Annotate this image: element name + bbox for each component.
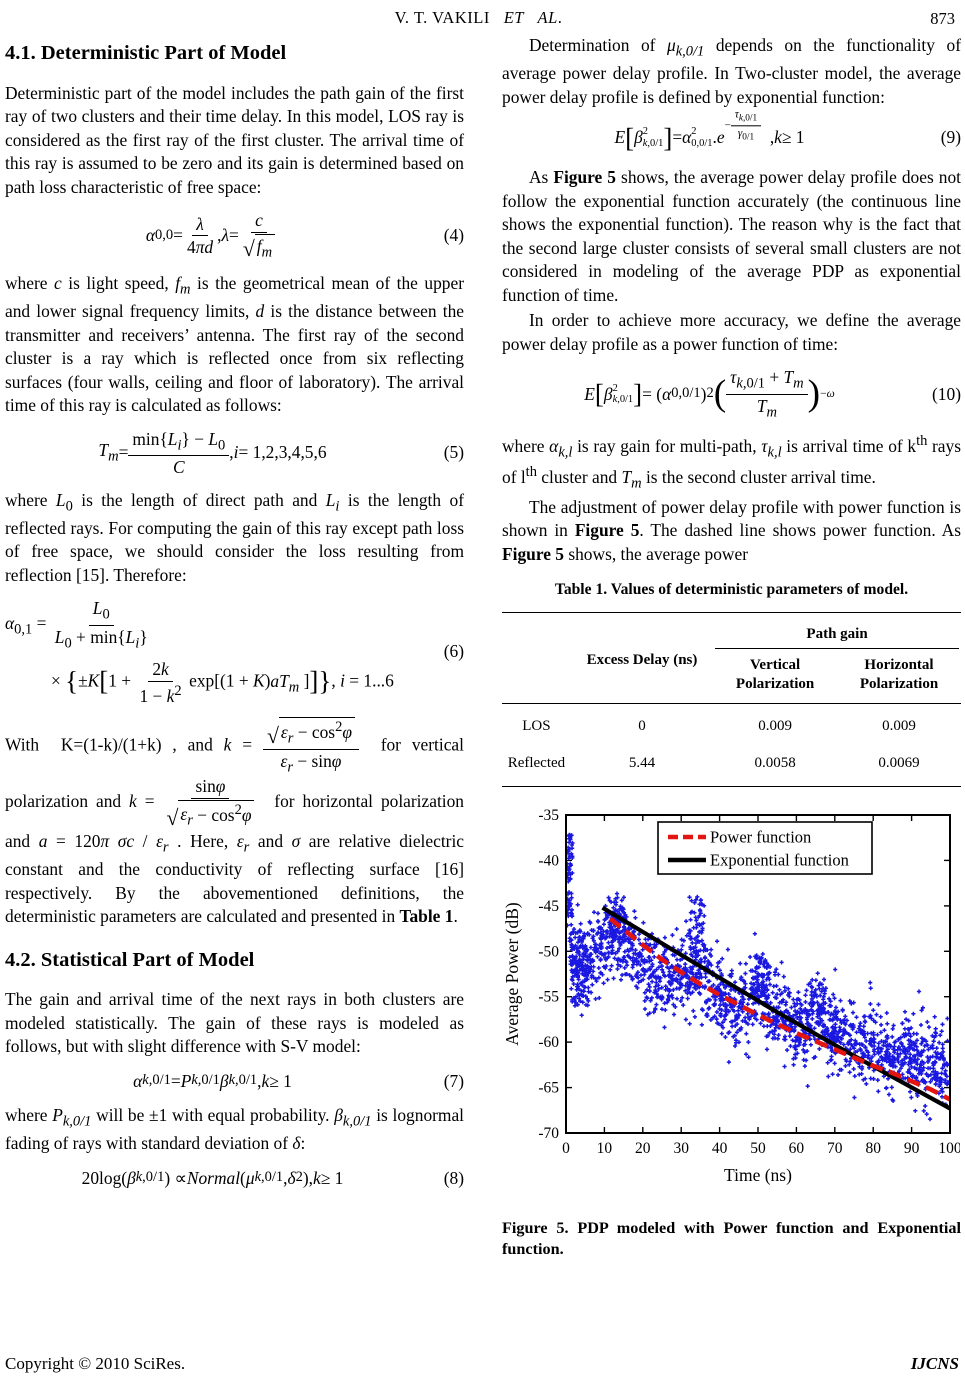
section-4-1-title: 4.1. Deterministic Part of Model <box>5 42 287 64</box>
table-bottom-rule <box>502 786 961 787</box>
paragraph: where $\alpha_{k,l}$ is ray gain for multi-path, $\tau_{k,l}$ is arrival time of $k^{th}$ rays of $l^{th}$ cluster and $T_m$ is the second cluster arrival time. <box>502 433 961 492</box>
paragraph: With K=(1-k)/(1+k) , and k = √ $\varepsilon_r - \cos^2\varphi$ $\varepsilon_r - \sin\varphi$ for vertical polarization and k = sinφ √ $\varepsilon_r - \cos^2\varphi$ for horizontal polarization and a = 120π σc / $\varepsilon_r$ . Here, $\varepsilon_r$ and σ are relative dielectric constant and the conductivity of reflecting surface [16] respectively. By the abovementioned definitions, the deterministic parameters are calculated and presented in Table 1. <box>5 719 464 927</box>
equation-9 <box>502 108 961 155</box>
equation-7 <box>5 1070 464 1093</box>
equation-9-number: (9) <box>940 126 961 147</box>
right-column <box>502 34 961 1260</box>
y-tick-label: -45 <box>538 898 559 916</box>
page-header <box>0 8 957 30</box>
x-tick-label: 30 <box>673 1140 689 1158</box>
figure-5 <box>502 803 961 1260</box>
equation-5 <box>5 429 464 478</box>
copyright-notice: Copyright © 2010 SciRes. <box>5 1354 186 1373</box>
paragraph: Determination of $\mu_{k,0/1}$ depends on the functionality of average power delay profile. In Two-cluster model, the average power delay profile is defined by exponential function: <box>502 35 961 107</box>
y-axis-label: Average Power (dB) <box>502 902 522 1046</box>
equation-6-body <box>5 598 420 706</box>
paragraph: The gain and arrival time of the next rays in both clusters are modeled statistically. The gain of these rays is modeled as follows, but with slight difference with S-V model: <box>5 989 464 1057</box>
chart-legend <box>658 822 872 874</box>
equation-4 <box>5 210 464 261</box>
paragraph: As Figure 5 shows, the average power delay profile does not follow the exponential function accurately (the continuous line shows the exponential function). The reason why is the fact that the second large cluster consists of several small clusters are not considered in modeling of the average PDP as exponential function of time. <box>502 167 961 305</box>
x-tick-label: 20 <box>635 1140 651 1158</box>
legend-label: Exponential function <box>710 850 849 870</box>
equation-8 <box>5 1167 464 1190</box>
y-tick-label: -40 <box>538 852 559 870</box>
equation-8-body: 20log( β k,0/1 ) ∝ Normal ( μ k,0/1 , δ 2 ), k ≥ 1 <box>81 1167 344 1188</box>
equation-6 <box>5 598 464 706</box>
figure5-caption: Figure 5. PDP modeled with Power function and Exponential function. <box>502 1218 961 1258</box>
table-cell: LOS <box>522 717 551 734</box>
paragraph: where c is light speed, $f_m$ is the geometrical mean of the upper and lower signal frequency limits, d is the distance between the transmitter and receivers’ antenna. The first ray of the second cluster is a ray which is reflected once from six reflecting surfaces (four walls, ceiling and floor of laboratory). The arrival time of this ray is calculated as follows: <box>5 273 464 416</box>
equation-9-body: E [ β 2 k,0/1 ] = α 2 0,0/1 . e − $\frac{\tau_{k,0/1}}{\gamma_{0/1}}$ , k ≥ 1 <box>614 108 805 153</box>
equation-5-body: $T_m$ = $\frac{\min\{L_i\} - L_0}{C}$ , i = 1,2,3,4,5,6 <box>98 428 327 478</box>
y-tick-label: -60 <box>538 1034 559 1052</box>
table-cell: 0.0058 <box>754 754 796 771</box>
table-cell: 0.0069 <box>878 754 920 771</box>
equation-4-body: α 0,0 = $\frac{\lambda}{4\pi d}$ , λ = c √ $f_m$ <box>5 210 420 261</box>
equation-6-line2: × {±K[1 + $\frac{2k}{1 - k^2}$ $\exp[(1 + K)aT_m$ ]]}, i = 1...6 <box>51 659 394 706</box>
equation-10-body: E [ β 2 k,0/1 ] = ( α 0,0/1 ) 2 ( $\frac{\tau_{k,0/1} + T_m}{T_m}$ ) −ω <box>584 367 835 421</box>
y-tick-label: -70 <box>538 1125 559 1143</box>
x-tick-label: 90 <box>903 1140 920 1158</box>
section-4-2-title: 4.2. Statistical Part of Model <box>5 948 255 971</box>
pdp-chart-svg <box>502 803 960 1201</box>
equation-6-number: (6) <box>443 641 464 662</box>
y-tick-label: -65 <box>538 1079 559 1097</box>
table-cell: 5.44 <box>628 754 656 771</box>
table-cell: 0 <box>638 717 646 734</box>
table-cell: Reflected <box>507 754 566 771</box>
table-cell: 0.009 <box>882 717 916 734</box>
left-column <box>5 34 464 1201</box>
column-header-horizontal-polarization: Horizontal Polarization <box>859 657 939 692</box>
equation-10 <box>502 367 961 421</box>
journal-name: IJCNS <box>910 1354 959 1373</box>
x-tick-label: 10 <box>596 1140 613 1158</box>
y-tick-label: -50 <box>538 943 559 961</box>
equation-6-line1: $\alpha_{0,1}$ = $\frac{L_0}{L_0 + \min\{L_i\}}$ <box>5 598 148 652</box>
equation-10-number: (10) <box>932 383 961 404</box>
equation-5-number: (5) <box>443 442 464 463</box>
x-axis-label: Time (ns) <box>724 1165 792 1186</box>
page-number: 873 <box>930 9 955 28</box>
x-tick-label: 0 <box>562 1140 570 1158</box>
x-tick-label: 70 <box>827 1140 843 1158</box>
paragraph: Deterministic part of the model includes the path gain of the first ray of two clusters and their time delay. In this model, LOS ray is considered as the first ray of the first cluster. The arrival time of this ray is assumed to be zero and its gain is determined based on path loss characteristic of free space: <box>5 82 464 197</box>
table-1-grid <box>502 612 961 787</box>
paragraph: In order to achieve more accuracy, we define the average power delay profile as a power function of time: <box>502 310 961 354</box>
y-tick-label: -55 <box>538 988 559 1006</box>
column-header-excess-delay: Excess Delay (ns) <box>586 651 698 668</box>
x-tick-label: 60 <box>788 1140 805 1158</box>
equation-7-number: (7) <box>443 1070 464 1091</box>
column-group-header-path-gain: Path gain <box>715 617 959 649</box>
table-1-title: Table 1. Values of deterministic parameters of model. <box>554 581 909 599</box>
table-corner-cell <box>502 617 571 703</box>
paragraph: where $P_{k,0/1}$ will be ±1 with equal probability. $\beta_{k,0/1}$ is lognormal fading of rays with standard deviation of δ: <box>5 1105 465 1154</box>
paragraph: where $L_0$ is the length of direct path and $L_i$ is the length of reflected rays. For computing the gain of this ray except path loss of free space, we should consider the loss resulting from reflection [15]. Therefore: <box>5 489 464 585</box>
y-tick-label: -35 <box>538 807 559 825</box>
x-tick-label: 40 <box>711 1140 728 1158</box>
legend-label: Power function <box>710 827 812 847</box>
x-tick-label: 80 <box>865 1140 881 1158</box>
table-1 <box>502 580 961 787</box>
equation-4-number: (4) <box>443 224 464 245</box>
figure5-chart <box>502 803 961 1207</box>
x-tick-label: 50 <box>750 1140 766 1158</box>
equation-7-body: α k,0/1 = P k,0/1 β k,0/1 , k ≥ 1 <box>133 1070 292 1091</box>
table-cell: 0.009 <box>758 717 792 734</box>
page-footer <box>5 1354 959 1374</box>
column-header-vertical-polarization: Vertical Polarization <box>735 657 815 692</box>
x-tick-label: 100 <box>938 1140 960 1158</box>
paragraph: The adjustment of power delay profile with power function is shown in Figure 5. The dashed line shows power function. As Figure 5 shows, the average power <box>502 497 961 564</box>
running-title: V. T. VAKILI ET AL. <box>394 8 563 27</box>
equation-8-number: (8) <box>443 1167 464 1188</box>
